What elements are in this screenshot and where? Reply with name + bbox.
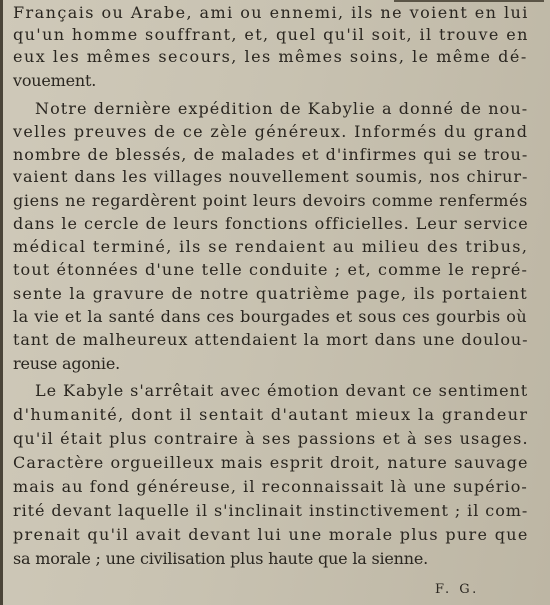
text-line: dans le cercle de leurs fonctions officielles. Leur service xyxy=(13,214,529,233)
text-line: tout étonnées d'une telle conduite ; et, comme le repré- xyxy=(13,260,529,279)
text-line: Notre dernière expédition de Kabylie a donné de nou- xyxy=(35,99,529,118)
signature: F. G. xyxy=(435,582,480,597)
text-line: nombre de blessés, de malades et d'infirmes qui se trou- xyxy=(13,145,529,164)
text-line: mais au fond généreuse, il reconnaissait là une supério- xyxy=(13,477,528,496)
text-line: vouement. xyxy=(13,71,97,90)
text-line: Le Kabyle s'arrêtait avec émotion devant ce sentiment xyxy=(35,381,529,400)
text-line: giens ne regardèrent point leurs devoirs comme renfermés xyxy=(13,191,529,210)
text-line: médical terminé, ils se rendaient au milieu des tribus, xyxy=(13,237,529,256)
text-line: d'humanité, dont il sentait d'autant mieux la grandeur xyxy=(13,405,529,424)
text-line: qu'il était plus contraire à ses passions et à ses usages. xyxy=(13,429,529,448)
text-line: la vie et la santé dans ces bourgades et sous ces gourbis où xyxy=(13,307,528,326)
top-rule xyxy=(394,0,544,2)
text-line: Français ou Arabe, ami ou ennemi, ils ne voient en lui xyxy=(13,3,529,22)
text-line: reuse agonie. xyxy=(13,354,120,373)
text-line: sa morale ; une civilisation plus haute que la sienne. xyxy=(13,549,429,568)
text-line: Caractère orgueilleux mais esprit droit, nature sauvage xyxy=(13,453,529,472)
text-line: tant de malheureux attendaient la mort dans une doulou- xyxy=(13,330,529,349)
text-line: prenait qu'il avait devant lui une morale plus pure que xyxy=(13,525,529,544)
text-line: eux les mêmes secours, les mêmes soins, le même dé- xyxy=(13,47,528,66)
text-line: velles preuves de ce zèle généreux. Informés du grand xyxy=(13,122,529,141)
text-line: sente la gravure de notre quatrième page, ils portaient xyxy=(13,284,528,303)
text-line: qu'un homme souffrant, et, quel qu'il soit, il trouve en xyxy=(13,25,529,44)
text-line: rité devant laquelle il s'inclinait instinctivement ; il com- xyxy=(13,501,529,520)
text-line: vaient dans les villages nouvellement soumis, nos chirur- xyxy=(13,167,529,186)
